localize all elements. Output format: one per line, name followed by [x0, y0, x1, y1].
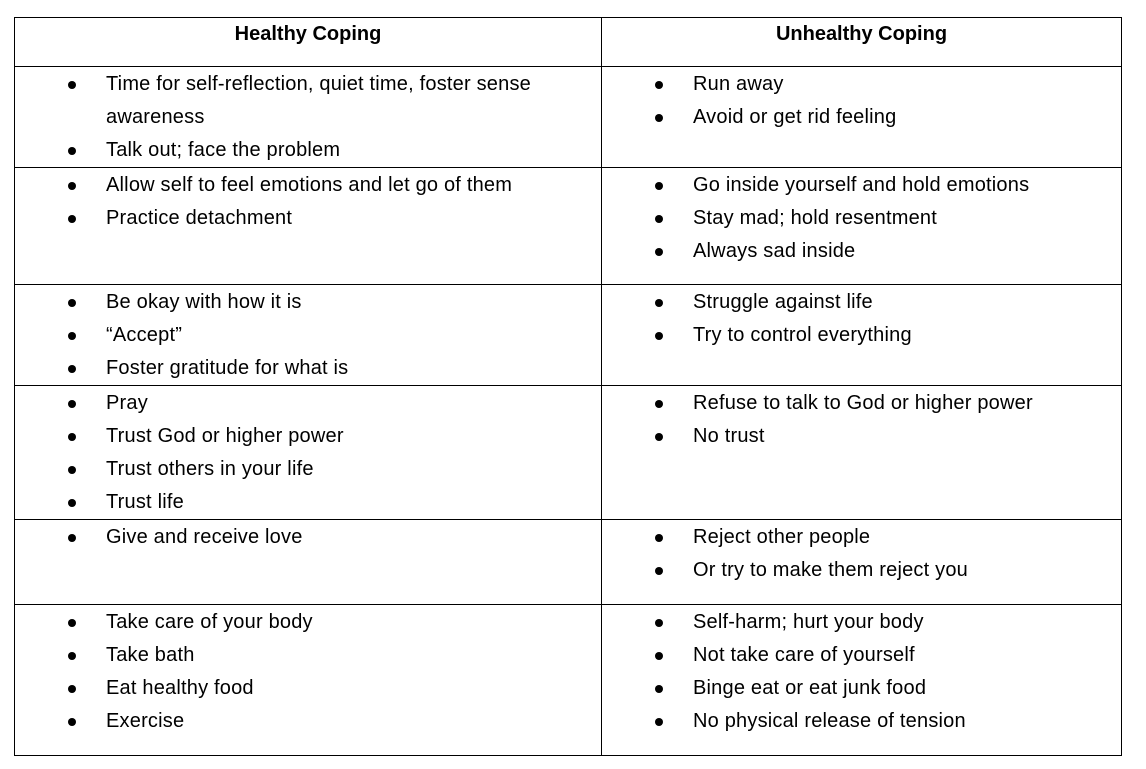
list-item: “Accept” [15, 319, 601, 352]
header-row [15, 18, 1122, 67]
bullet-icon [68, 718, 76, 726]
bullet-icon [68, 365, 76, 373]
healthy-cell [15, 285, 602, 386]
bullet-icon [655, 433, 663, 441]
unhealthy-cell [602, 168, 1122, 285]
bullet-icon [68, 619, 76, 627]
list-item: Binge eat or eat junk food [602, 672, 1121, 705]
bullet-icon [68, 685, 76, 693]
bullet-icon [655, 652, 663, 660]
list-item: Eat healthy food [15, 672, 601, 705]
bullet-icon [655, 685, 663, 693]
list-item: Pray [15, 387, 601, 420]
list-item: Try to control everything [602, 319, 1121, 352]
bullet-icon [68, 182, 76, 190]
list-item: Exercise [15, 705, 601, 738]
list-item: Go inside yourself and hold emotions [602, 169, 1121, 202]
list-item: Avoid or get rid feeling [602, 101, 1121, 134]
list-item: Struggle against life [602, 286, 1121, 319]
bullet-icon [655, 182, 663, 190]
bullet-icon [655, 114, 663, 122]
bullet-icon [68, 215, 76, 223]
coping-comparison-table [14, 17, 1122, 756]
table-row [15, 605, 1122, 756]
list-item: Time for self-reflection, quiet time, foster sense awareness [15, 68, 601, 134]
healthy-cell [15, 386, 602, 520]
unhealthy-cell [602, 386, 1122, 520]
bullet-icon [68, 400, 76, 408]
list-item: No trust [602, 420, 1121, 453]
unhealthy-cell [602, 520, 1122, 605]
unhealthy-list [602, 520, 1121, 587]
table-row [15, 67, 1122, 168]
list-item: Not take care of yourself [602, 639, 1121, 672]
healthy-cell [15, 520, 602, 605]
healthy-cell [15, 67, 602, 168]
bullet-icon [655, 332, 663, 340]
unhealthy-cell [602, 67, 1122, 168]
bullet-icon [68, 433, 76, 441]
bullet-icon [68, 299, 76, 307]
healthy-list [15, 605, 601, 738]
healthy-list [15, 168, 601, 235]
bullet-icon [68, 147, 76, 155]
unhealthy-cell [602, 285, 1122, 386]
list-item: Take bath [15, 639, 601, 672]
list-item: Always sad inside [602, 235, 1121, 268]
list-item: Foster gratitude for what is [15, 352, 601, 385]
table-row [15, 520, 1122, 605]
bullet-icon [68, 652, 76, 660]
bullet-icon [655, 81, 663, 89]
bullet-icon [68, 332, 76, 340]
bullet-icon [655, 534, 663, 542]
unhealthy-coping-header: Unhealthy Coping [602, 18, 1122, 67]
unhealthy-list [602, 605, 1121, 738]
list-item: Be okay with how it is [15, 286, 601, 319]
unhealthy-list [602, 168, 1121, 268]
healthy-list [15, 285, 601, 385]
bullet-icon [655, 248, 663, 256]
list-item: Take care of your body [15, 606, 601, 639]
table-row [15, 386, 1122, 520]
table-row [15, 285, 1122, 386]
list-item: Trust life [15, 486, 601, 519]
unhealthy-list [602, 386, 1121, 453]
list-item: Or try to make them reject you [602, 554, 1121, 587]
list-item: Stay mad; hold resentment [602, 202, 1121, 235]
bullet-icon [68, 534, 76, 542]
healthy-list [15, 520, 601, 554]
unhealthy-list [602, 67, 1121, 134]
healthy-cell [15, 605, 602, 756]
bullet-icon [655, 215, 663, 223]
unhealthy-list [602, 285, 1121, 352]
bullet-icon [655, 299, 663, 307]
list-item: No physical release of tension [602, 705, 1121, 738]
healthy-list [15, 67, 601, 167]
healthy-list [15, 386, 601, 519]
list-item: Run away [602, 68, 1121, 101]
bullet-icon [655, 567, 663, 575]
list-item: Self-harm; hurt your body [602, 606, 1121, 639]
list-item: Give and receive love [15, 521, 601, 554]
bullet-icon [655, 400, 663, 408]
healthy-cell [15, 168, 602, 285]
bullet-icon [68, 81, 76, 89]
bullet-icon [655, 718, 663, 726]
list-item: Reject other people [602, 521, 1121, 554]
list-item: Allow self to feel emotions and let go of them [15, 169, 601, 202]
list-item: Talk out; face the problem [15, 134, 601, 167]
list-item: Practice detachment [15, 202, 601, 235]
unhealthy-cell [602, 605, 1122, 756]
healthy-coping-header: Healthy Coping [15, 18, 602, 67]
list-item: Trust others in your life [15, 453, 601, 486]
table-row [15, 168, 1122, 285]
list-item: Trust God or higher power [15, 420, 601, 453]
list-item: Refuse to talk to God or higher power [602, 387, 1121, 420]
bullet-icon [655, 619, 663, 627]
bullet-icon [68, 466, 76, 474]
bullet-icon [68, 499, 76, 507]
